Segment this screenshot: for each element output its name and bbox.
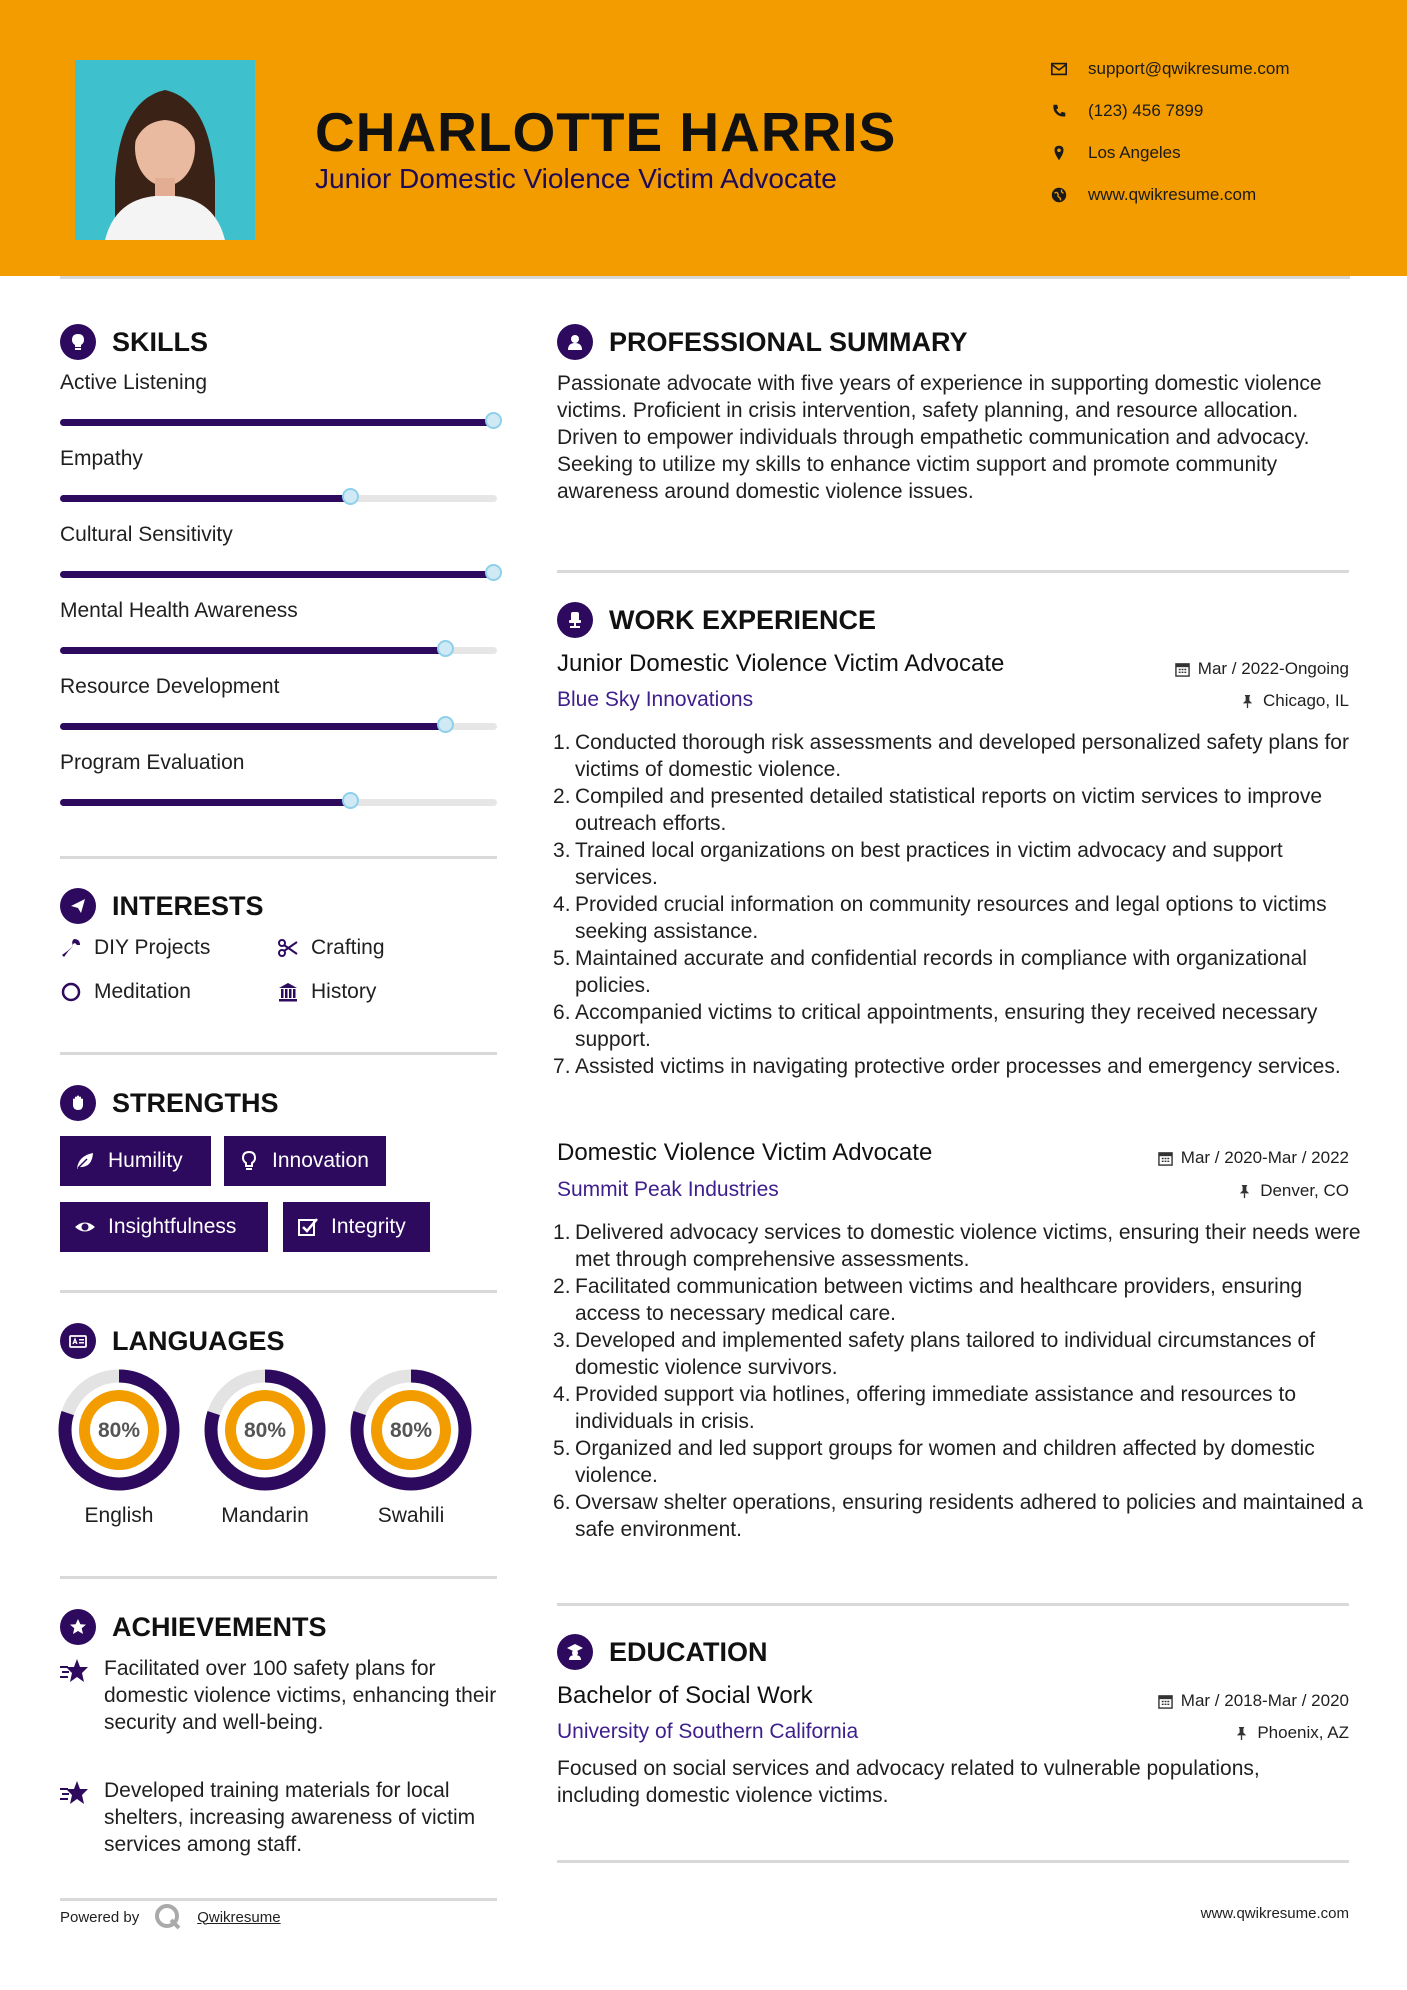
skill-level-fill xyxy=(60,647,445,654)
phone-icon xyxy=(1050,102,1068,120)
powered-by-text: Powered by xyxy=(60,1908,140,1926)
language-name: Mandarin xyxy=(221,1504,309,1527)
skill-level-knob xyxy=(485,564,502,581)
contact-email-text: support@qwikresume.com xyxy=(1088,59,1290,78)
responsibility-item: Maintained accurate and confidential records in compliance with organizational policies. xyxy=(575,947,1307,997)
skill-level-fill xyxy=(60,419,493,426)
education-heading-text: EDUCATION xyxy=(609,1636,768,1667)
candidate-name: CHARLOTTE HARRIS xyxy=(315,101,897,163)
interests-heading-text: INTERESTS xyxy=(112,890,264,921)
responsibility-item: Compiled and presented detailed statistical reports on victim services to improve outreach efforts. xyxy=(575,785,1323,835)
contact-website[interactable] xyxy=(1050,185,1256,205)
interest-label: DIY Projects xyxy=(94,936,211,959)
skill-level-bar xyxy=(60,723,497,730)
strengths-heading xyxy=(60,1085,279,1121)
responsibility-item: Accompanied victims to critical appointments, ensuring they received necessary support. xyxy=(575,1001,1318,1051)
job-dates-text: Mar / 2020-Mar / 2022 xyxy=(1180,1148,1349,1167)
skill-level-fill xyxy=(60,799,350,806)
education-dates-text: Mar / 2018-Mar / 2020 xyxy=(1180,1691,1349,1710)
qwikresume-link[interactable]: Qwikresume xyxy=(197,1908,281,1926)
job-dates xyxy=(1158,1148,1349,1168)
skill-level-knob xyxy=(342,488,359,505)
divider xyxy=(60,1052,497,1055)
skills-heading xyxy=(60,324,208,360)
envelope-icon xyxy=(1050,60,1068,78)
pushpin-icon xyxy=(1237,1184,1252,1199)
globe-icon xyxy=(1050,186,1068,204)
interest-item xyxy=(277,980,376,1004)
strength-tag xyxy=(283,1202,430,1252)
skill-label: Active Listening xyxy=(60,371,208,394)
interests-heading xyxy=(60,888,264,924)
experience-heading-text: WORK EXPERIENCE xyxy=(609,604,877,635)
skill-level-bar xyxy=(60,647,497,654)
office-chair-icon xyxy=(557,602,593,638)
skill-label: Empathy xyxy=(60,447,143,470)
star-icon xyxy=(60,1657,90,1685)
skill-label: Cultural Sensitivity xyxy=(60,523,233,546)
job-dates-text: Mar / 2022-Ongoing xyxy=(1197,659,1349,678)
qwikresume-logo-icon xyxy=(153,1902,183,1932)
education-dates xyxy=(1158,1691,1349,1711)
job-title: Domestic Violence Victim Advocate xyxy=(557,1139,933,1166)
skill-label: Resource Development xyxy=(60,675,280,698)
wrench-icon xyxy=(60,937,82,959)
strength-tag xyxy=(60,1136,211,1186)
eye-icon xyxy=(74,1216,96,1238)
star-icon xyxy=(60,1779,90,1807)
education-location-text: Phoenix, AZ xyxy=(1257,1723,1349,1742)
contact-phone-text: (123) 456 7899 xyxy=(1088,101,1204,120)
job-location xyxy=(1240,691,1349,711)
languages-heading-text: LANGUAGES xyxy=(112,1325,285,1356)
responsibility-item: Oversaw shelter operations, ensuring residents adhered to policies and maintained a safe environment. xyxy=(575,1491,1363,1541)
skill-label: Mental Health Awareness xyxy=(60,599,298,622)
divider xyxy=(60,1290,497,1293)
footer-powered-by xyxy=(60,1902,281,1932)
achievement-text: Developed training materials for local shelters, increasing awareness of victim services among staff. xyxy=(104,1779,476,1856)
company-name: Summit Peak Industries xyxy=(557,1178,779,1201)
responsibility-item: Delivered advocacy services to domestic violence victims, ensuring their needs were met through comprehensive assessments. xyxy=(575,1221,1361,1271)
skill-level-knob xyxy=(485,412,502,429)
interest-label: Meditation xyxy=(94,980,191,1003)
company-name: Blue Sky Innovations xyxy=(557,688,754,711)
hand-icon xyxy=(60,1085,96,1121)
calendar-icon xyxy=(1158,1151,1173,1166)
job-location-text: Denver, CO xyxy=(1260,1181,1349,1200)
responsibility-item: Developed and implemented safety plans tailored to individual circumstances of domestic violence survivors. xyxy=(575,1329,1316,1379)
language-percent: 80% xyxy=(389,1419,433,1442)
profile-photo xyxy=(75,60,255,240)
pushpin-icon xyxy=(1234,1726,1249,1741)
language-percent: 80% xyxy=(243,1419,287,1442)
interest-label: Crafting xyxy=(311,936,385,959)
summary-text: Passionate advocate with five years of experience in supporting domestic violence victims. Proficient in crisis intervention, safety planning, and resource allocation. Driven to empower individuals through empathetic communication and advocacy. Seeking to utilize my skills to enhance victim support and promote community awareness around domestic violence issues. xyxy=(557,372,1322,503)
user-icon xyxy=(557,324,593,360)
strength-label: Integrity xyxy=(331,1215,406,1238)
job-location-text: Chicago, IL xyxy=(1263,691,1349,710)
circle-icon xyxy=(60,981,82,1003)
divider xyxy=(557,1860,1349,1863)
achievement-text: Facilitated over 100 safety plans for domestic violence victims, enhancing their security and well-being. xyxy=(104,1657,497,1734)
lightbulb-icon xyxy=(238,1150,260,1172)
degree: Bachelor of Social Work xyxy=(557,1682,813,1709)
map-pin-icon xyxy=(1050,144,1068,162)
contact-email[interactable] xyxy=(1050,59,1290,79)
skill-level-bar xyxy=(60,495,497,502)
responsibility-item: Provided crucial information on community resources and legal options to victims seeking assistance. xyxy=(575,893,1327,943)
strength-label: Insightfulness xyxy=(108,1215,237,1238)
skills-heading-text: SKILLS xyxy=(112,326,209,357)
skill-level-bar xyxy=(60,419,497,426)
language-name: English xyxy=(84,1504,154,1527)
strength-tag xyxy=(224,1136,386,1186)
language-ring xyxy=(58,1369,180,1491)
language-ring xyxy=(350,1369,472,1491)
school-name: University of Southern California xyxy=(557,1720,859,1743)
interest-label: History xyxy=(311,980,377,1003)
paper-plane-icon xyxy=(60,888,96,924)
institution-icon xyxy=(277,981,299,1003)
calendar-icon xyxy=(1175,662,1190,677)
responsibility-item: Organized and led support groups for women and children affected by domestic violence. xyxy=(575,1437,1315,1487)
language-percent: 80% xyxy=(97,1419,141,1442)
summary-heading xyxy=(557,324,968,360)
strength-label: Innovation xyxy=(272,1149,369,1172)
resume-header xyxy=(0,0,1407,276)
achievement-item xyxy=(60,1655,500,1736)
education-heading xyxy=(557,1634,768,1670)
scissors-icon xyxy=(277,937,299,959)
contact-location xyxy=(1050,143,1181,163)
job-dates xyxy=(1175,659,1349,679)
footer-website[interactable]: www.qwikresume.com xyxy=(1200,1905,1349,1922)
job-responsibilities xyxy=(557,729,1370,1080)
divider xyxy=(60,1898,497,1901)
summary-heading-text: PROFESSIONAL SUMMARY xyxy=(609,326,968,357)
divider xyxy=(557,570,1349,573)
responsibility-item: Assisted victims in navigating protective order processes and emergency services. xyxy=(575,1055,1341,1078)
responsibility-item: Facilitated communication between victims and healthcare providers, ensuring access to necessary medical care. xyxy=(575,1275,1303,1325)
divider xyxy=(557,1603,1349,1606)
skill-level-knob xyxy=(437,716,454,733)
achievements-heading-text: ACHIEVEMENTS xyxy=(112,1611,327,1642)
job-responsibilities xyxy=(557,1219,1370,1543)
achievements-heading xyxy=(60,1609,327,1645)
star-badge-icon xyxy=(60,1609,96,1645)
skill-level-bar xyxy=(60,571,497,578)
calendar-icon xyxy=(1158,1694,1173,1709)
achievement-item xyxy=(60,1777,500,1858)
strength-tag xyxy=(60,1202,268,1252)
pushpin-icon xyxy=(1240,694,1255,709)
contact-location-text: Los Angeles xyxy=(1088,143,1181,162)
interest-item xyxy=(60,980,191,1004)
skill-level-fill xyxy=(60,723,445,730)
candidate-title: Junior Domestic Violence Victim Advocate xyxy=(315,163,837,194)
graduate-icon xyxy=(557,1634,593,1670)
divider xyxy=(60,1576,497,1579)
contact-phone[interactable] xyxy=(1050,101,1203,121)
interest-item xyxy=(277,936,385,960)
header-divider xyxy=(60,276,1350,279)
responsibility-item: Conducted thorough risk assessments and developed personalized safety plans for victims of domestic violence. xyxy=(575,731,1349,781)
education-description: Focused on social services and advocacy related to vulnerable populations, including domestic violence victims. xyxy=(557,1757,1260,1807)
language-icon xyxy=(60,1323,96,1359)
leaf-icon xyxy=(74,1150,96,1172)
contact-website-text: www.qwikresume.com xyxy=(1088,185,1257,204)
lightbulb-icon xyxy=(60,324,96,360)
language-name: Swahili xyxy=(377,1504,445,1527)
check-square-icon xyxy=(297,1216,319,1238)
strength-label: Humility xyxy=(108,1149,183,1172)
skill-level-fill xyxy=(60,495,350,502)
divider xyxy=(60,856,497,859)
skill-level-fill xyxy=(60,571,493,578)
responsibility-item: Trained local organizations on best practices in victim advocacy and support services. xyxy=(575,839,1283,889)
responsibility-item: Provided support via hotlines, offering immediate assistance and resources to individuals in crisis. xyxy=(575,1383,1297,1433)
languages-heading xyxy=(60,1323,285,1359)
education-location xyxy=(1234,1723,1349,1743)
job-location xyxy=(1237,1181,1349,1201)
job-title: Junior Domestic Violence Victim Advocate xyxy=(557,650,1005,677)
language-ring xyxy=(204,1369,326,1491)
skill-level-knob xyxy=(342,792,359,809)
strengths-heading-text: STRENGTHS xyxy=(112,1087,279,1118)
skill-label: Program Evaluation xyxy=(60,751,245,774)
interest-item xyxy=(60,936,210,960)
skill-level-knob xyxy=(437,640,454,657)
experience-heading xyxy=(557,602,876,638)
skill-level-bar xyxy=(60,799,497,806)
